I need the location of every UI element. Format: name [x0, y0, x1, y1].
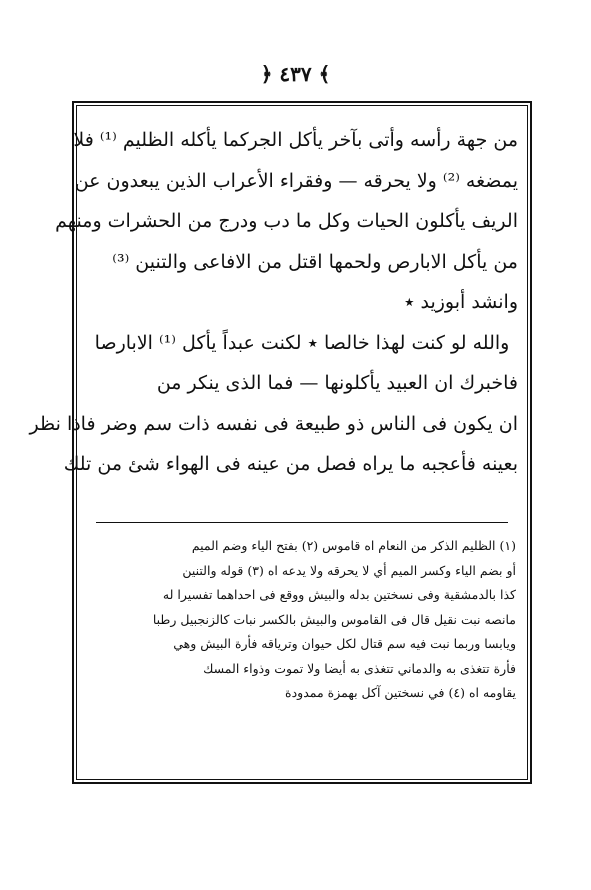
main-text-line: وانشد أبوزيد ٭: [404, 291, 518, 313]
main-text-line: فاخبرك ان العبيد يأكلونها — فما الذى ينكر من: [156, 372, 518, 394]
footnote-line: ويابسا وربما نبت فيه سم قتال لكل حيوان وترياقه فأرة البيش وهي: [173, 636, 516, 651]
main-text-line: يمضغه ⁽²⁾ ولا يحرقه — وفقراء الأعراب الذين يبعدون عن: [74, 169, 518, 192]
main-text-line: الريف يأكلون الحيات وكل ما دب ودرج من الحشرات ومنهم: [55, 210, 518, 232]
main-text-line: بعينه فأعجبه ما يراه فصل من عينه فى الهواء شئ من تلك: [63, 453, 518, 475]
footnote-line: مانصه نبت نقيل قال فى القاموس والبيش بالكسر نبات كالزنجبيل رطبا: [152, 611, 516, 627]
footnote-line: كذا بالدمشقية وفى نسختين بدله والبيش ووقع فى احداهما تفسيرا له: [162, 587, 516, 602]
main-text-line: ان يكون فى الناس ذو طبيعة فى نفسه ذات سم وضر فاذا نظر: [29, 412, 518, 435]
page-number: ﴿ ٤٣٧ ﴾: [260, 62, 331, 86]
main-text-block: [29, 120, 518, 485]
footnotes-block: [92, 534, 516, 706]
footnote-line: فأرة تتغذى به والدماني تتغذى به أيضا ولا تموت وذواء المسك: [203, 660, 516, 676]
footnote-line: يقاومه اه (٤) في نسختين آكل بهمزة ممدودة: [285, 685, 516, 700]
footnote-line: (١) الظليم الذكر من النعام اه قاموس (٢) بفتح الياء وضم الميم: [191, 538, 516, 553]
main-text-line: من جهة رأسه وأتى بآخر يأكل الجركما يأكله الظليم ⁽¹⁾ فلا: [73, 129, 518, 151]
main-text-line: من يأكل الابارص ولحمها اقتل من الافاعى والتنين ⁽³⁾: [112, 250, 518, 273]
footnote-line: أو بضم الياء وكسر الميم أي لا يحرقه ولا يدعه اه (٣) قوله والتنين: [182, 562, 516, 578]
poem-verse: والله لو كنت لهذا خالصا ٭ لكنت عبداً يأكل ⁽¹⁾ الابارصا: [94, 331, 510, 354]
footnote-separator: [96, 522, 508, 523]
